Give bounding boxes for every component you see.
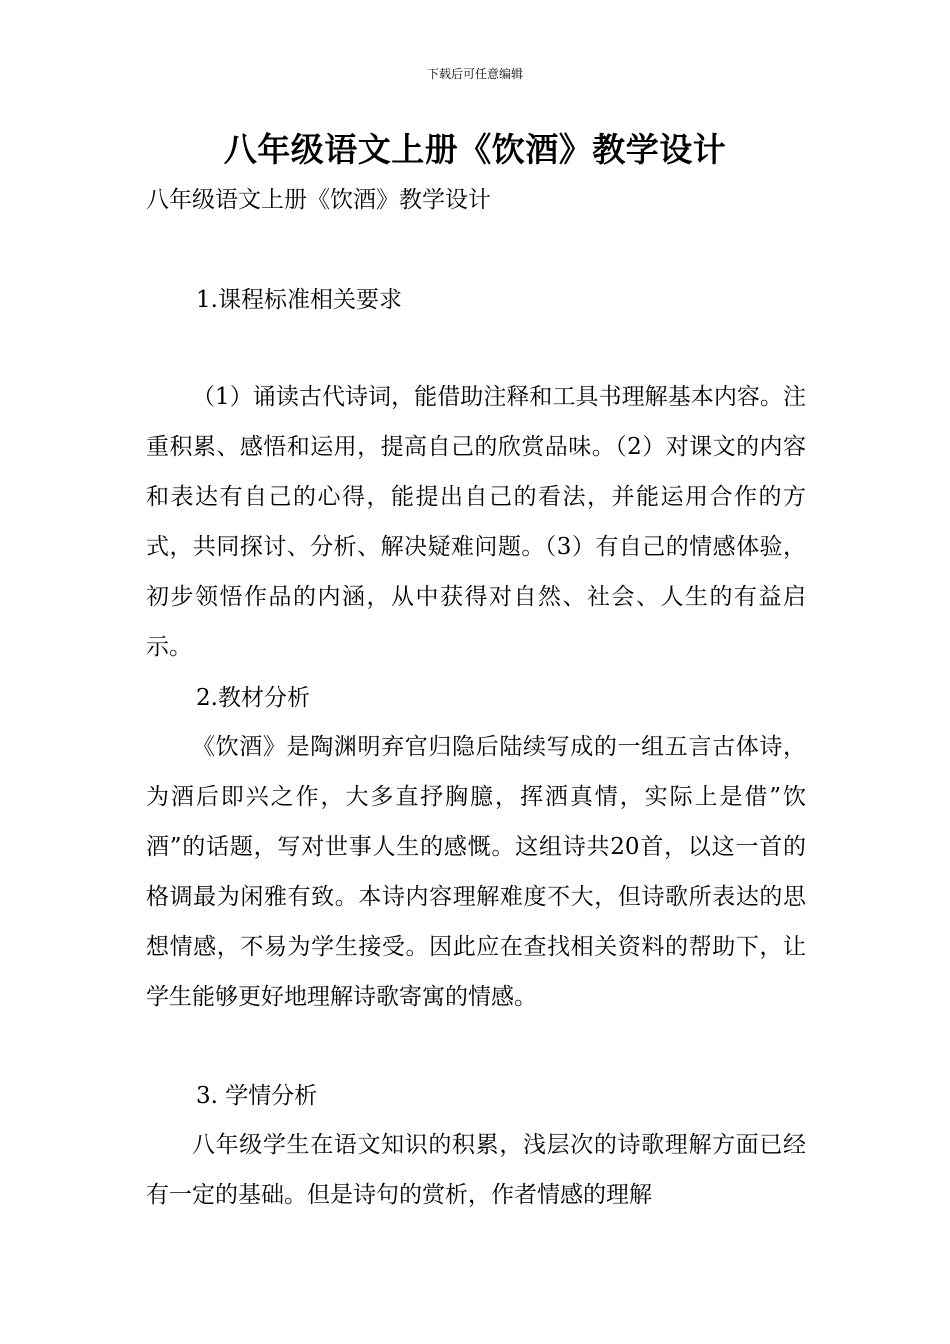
section-heading-textbook: 2.教材分析 — [196, 685, 310, 711]
section-body-textbook: 《饮酒》是陶渊明弃官归隐后陆续写成的一组五言古体诗，为酒后即兴之作，大多直抒胸臆，挥洒真情，实际上是借”饮酒”的话题，写对世事人生的感慨。这组诗共20首，以这一首的格调最为闲雅有致。本诗内容理解难度不大，但诗歌所表达的思想情感，不易为学生接受。因此应在查找相关资料的帮助下，让学生能够更好地理解诗歌寄寓的情感。 — [146, 734, 806, 1010]
document-title: 八年级语文上册《饮酒》教学设计 — [223, 130, 727, 169]
section-body-students: 八年级学生在语文知识的积累，浅层次的诗歌理解方面已经有一定的基础。但是诗句的赏析，作者情感的理解 — [146, 1132, 806, 1208]
document-subtitle: 八年级语文上册《饮酒》教学设计 — [146, 187, 491, 213]
section-body-curriculum: （1）诵读古代诗词，能借助注释和工具书理解基本内容。注重积累、感悟和运用，提高自己的欣赏品味。（2）对课文的内容和表达有自己的心得，能提出自己的看法，并能运用合作的方式，共同探讨、分析、解决疑难问题。（3）有自己的情感体验，初步领悟作品的内涵，从中获得对自然、社会、人生的有益启示。 — [146, 384, 806, 660]
section-heading-curriculum: 1.课程标准相关要求 — [196, 287, 402, 313]
section-heading-students: 3. 学情分析 — [196, 1083, 318, 1109]
header-note: 下载后可任意编辑 — [426, 67, 523, 81]
